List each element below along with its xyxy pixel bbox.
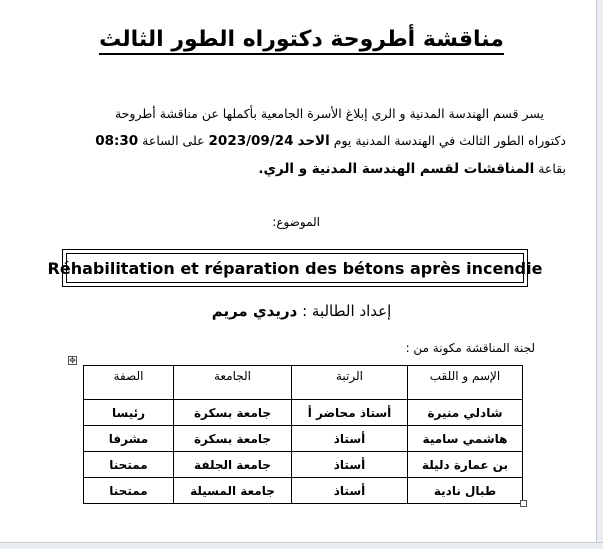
committee-label: لجنة المناقشة مكونة من :: [405, 341, 535, 355]
member-rank: أستاذ: [292, 478, 408, 504]
announcement-line-1: يسر قسم الهندسة المدنية و الري إبلاغ الأسرة الجامعية بأكملها عن مناقشة أطروحة: [114, 106, 544, 121]
member-role: ممتحنا: [84, 478, 174, 504]
page-edge-bottom: [0, 542, 603, 549]
subject-label: الموضوع:: [272, 215, 320, 229]
announcement-line-2-prefix: دكتوراه الطور الثالث في الهندسة المدنية يوم: [329, 133, 566, 148]
member-role: ممتحنا: [84, 452, 174, 478]
page-edge-right: [596, 0, 603, 549]
member-university: جامعة بسكرة: [174, 400, 292, 426]
defense-day: الاحد: [297, 133, 330, 149]
table-row: [84, 452, 523, 478]
venue-prefix: بقاعة: [534, 161, 566, 176]
member-university: جامعة بسكرة: [174, 426, 292, 452]
prepared-by-label: إعداد الطالبة :: [297, 302, 392, 320]
member-name: شادلي منيرة: [408, 400, 523, 426]
defense-time: 08:30: [95, 133, 139, 149]
time-prefix: على الساعة: [142, 133, 205, 148]
table-row: [84, 478, 523, 504]
table-header-row: [84, 366, 523, 400]
member-rank: أستاذ: [292, 426, 408, 452]
table-row: [84, 426, 523, 452]
move-handle-icon[interactable]: ✥: [69, 356, 76, 365]
member-role: رئيسا: [84, 400, 174, 426]
member-role: مشرفا: [84, 426, 174, 452]
header-name: الإسم و اللقب: [408, 366, 523, 400]
header-role: الصفة: [84, 366, 174, 400]
student-name: دريدي مريم: [211, 302, 298, 320]
member-university: جامعة الجلفة: [174, 452, 292, 478]
member-name: هاشمي سامية: [408, 426, 523, 452]
announcement-paragraph: [44, 100, 566, 183]
announcement-line-2: [44, 127, 566, 155]
resize-handle-icon[interactable]: [520, 500, 527, 507]
committee-table: [83, 365, 523, 504]
member-rank: أستاذ محاضر أ: [292, 400, 408, 426]
announcement-line-3: [44, 155, 566, 183]
table-row: [84, 400, 523, 426]
member-university: جامعة المسيلة: [174, 478, 292, 504]
document-title-text: مناقشة أطروحة دكتوراه الطور الثالث: [99, 27, 504, 55]
member-name: طبال نادية: [408, 478, 523, 504]
header-university: الجامعة: [174, 366, 292, 400]
defense-date: 2023/09/24: [208, 133, 294, 149]
member-rank: أستاذ: [292, 452, 408, 478]
member-name: بن عمارة دليلة: [408, 452, 523, 478]
thesis-topic: Réhabilitation et réparation des bétons après incendie: [47, 258, 543, 278]
document-title: [0, 27, 603, 52]
header-rank: الرتبة: [292, 366, 408, 400]
defense-venue: المناقشات لقسم الهندسة المدنية و الري.: [258, 161, 535, 177]
prepared-by: [0, 302, 603, 320]
topic-box: [47, 249, 543, 287]
